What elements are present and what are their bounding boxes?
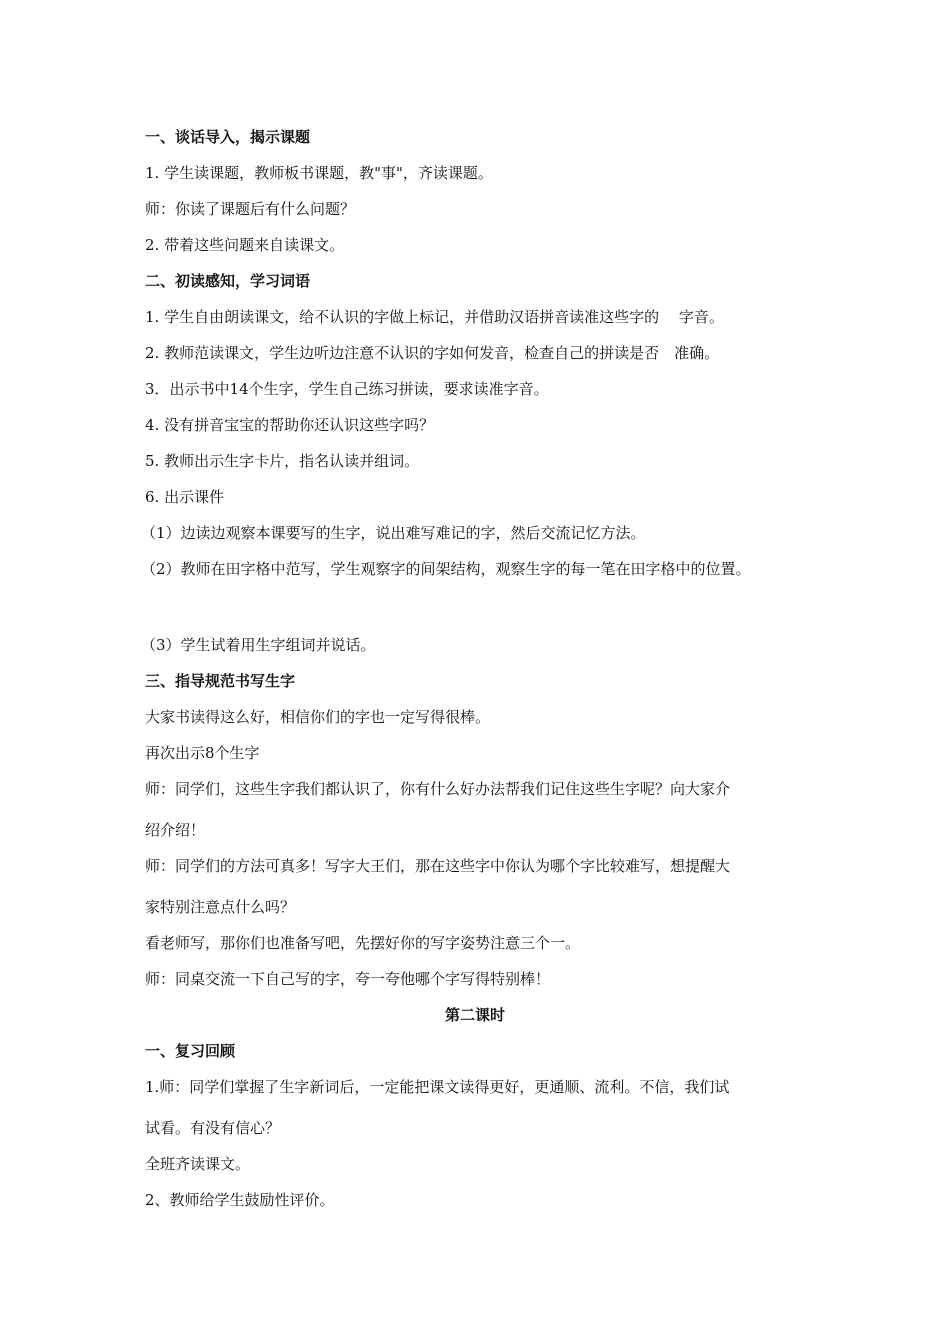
paragraph: 师：同桌交流一下自己写的字，夸一夸他哪个字写得特别棒！ <box>145 970 551 988</box>
paragraph: 大家书读得这么好，相信你们的字也一定写得很棒。 <box>145 708 491 726</box>
section-heading: 一、复习回顾 <box>145 1042 236 1060</box>
paragraph: 看老师写，那你们也准备写吧，先摆好你的写字姿势注意三个一。 <box>145 934 581 952</box>
paragraph: 5. 教师出示生字卡片，指名认读并组词。 <box>145 452 420 470</box>
paragraph: 师：同学们，这些生字我们都认识了，你有什么好办法帮我们记住这些生字呢？向大家介 <box>145 780 731 798</box>
paragraph: 1. 学生自由朗读课文，给不认识的字做上标记，并借助汉语拼音读准这些字的 字音。 <box>145 308 724 326</box>
section-heading: 一、谈话导入，揭示课题 <box>145 128 311 146</box>
paragraph: 再次出示8个生字 <box>145 744 260 762</box>
paragraph: （3）学生试着用生字组词并说话。 <box>141 636 376 654</box>
paragraph: 家特别注意点什么吗？ <box>145 898 296 916</box>
paragraph: 试看。有没有信心？ <box>145 1119 281 1137</box>
paragraph: （2）教师在田字格中范写，学生观察字的间架结构，观察生字的每一笔在田字格中的位置。 <box>141 560 751 578</box>
lesson-title: 第二课时 <box>444 1006 505 1024</box>
paragraph: 3．出示书中14个生字，学生自己练习拼读，要求读准字音。 <box>145 380 549 398</box>
paragraph: 2、教师给学生鼓励性评价。 <box>145 1191 335 1209</box>
paragraph: 绍介绍！ <box>145 821 206 839</box>
section-heading: 二、初读感知，学习词语 <box>145 272 311 290</box>
paragraph: 2. 教师范读课文，学生边听边注意不认识的字如何发音，检查自己的拼读是否 准确。 <box>145 344 720 362</box>
paragraph: 师：你读了课题后有什么问题？ <box>145 200 356 218</box>
paragraph: 6. 出示课件 <box>145 488 225 506</box>
paragraph: 2. 带着这些问题来自读课文。 <box>145 236 345 254</box>
paragraph: 4. 没有拼音宝宝的帮助你还认识这些字吗？ <box>145 416 435 434</box>
paragraph: （1）边读边观察本课要写的生字，说出难写难记的字，然后交流记忆方法。 <box>141 524 646 542</box>
paragraph: 1. 学生读课题，教师板书课题，教"事"，齐读课题。 <box>145 164 493 182</box>
section-heading: 三、指导规范书写生字 <box>145 672 296 690</box>
paragraph: 师：同学们的方法可真多！写字大王们，那在这些字中你认为哪个字比较难写，想提醒大 <box>145 857 731 875</box>
paragraph: 1.师：同学们掌握了生字新词后，一定能把课文读得更好，更通顺、流利。不信，我们试 <box>145 1078 730 1096</box>
paragraph: 全班齐读课文。 <box>145 1155 251 1173</box>
